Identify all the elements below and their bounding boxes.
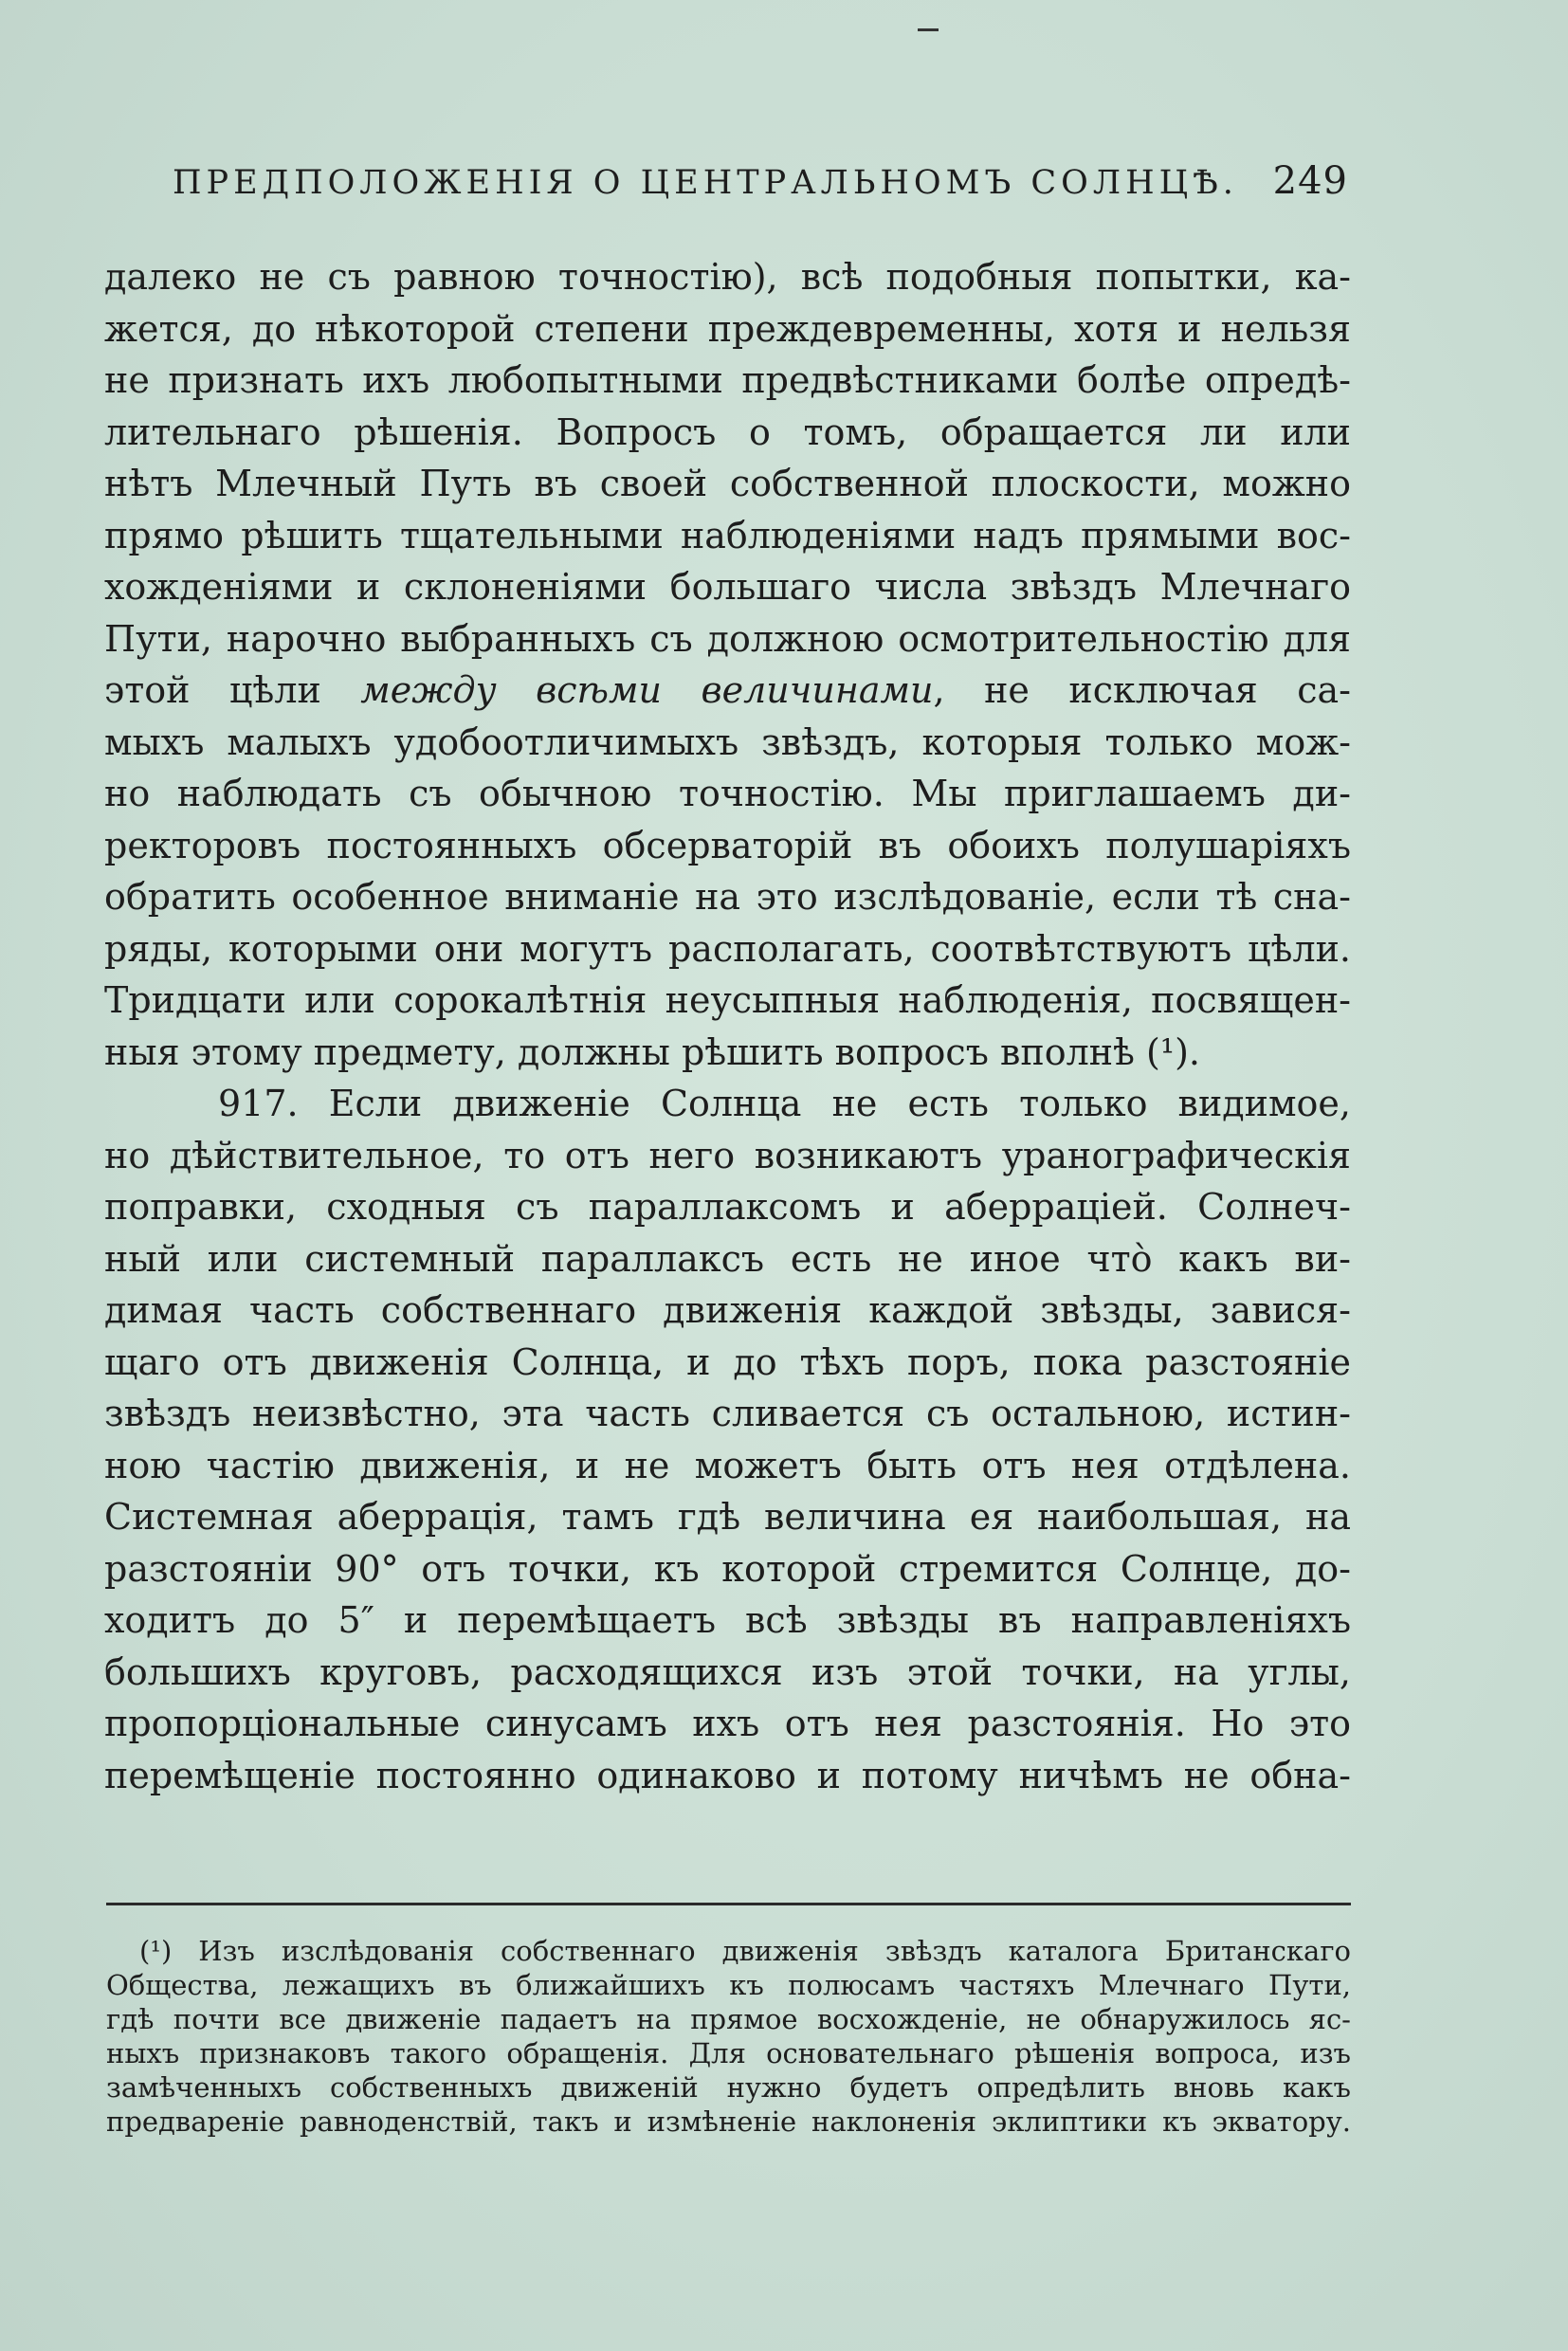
top-margin-mark — [918, 28, 939, 31]
body-line-paragraph-end: ныя этому предмету, должны рѣшить вопросъ вполнѣ (¹). — [104, 1030, 1200, 1073]
body-line: щаго отъ движенія Солнца, и до тѣхъ поръ, пока разстояніе — [104, 1340, 1351, 1383]
footnote-divider — [106, 1903, 1351, 1905]
section-917-start: 917. Если движеніе Солнца не есть только видимое, — [218, 1083, 1351, 1124]
body-line: мыхъ малыхъ удобоотличимыхъ звѣздъ, которыя только мож- — [104, 720, 1351, 763]
body-line: Тридцати или сорокалѣтнія неусыпныя наблюденія, посвящен- — [104, 979, 1351, 1021]
body-line: ный или системный параллаксъ есть не иное что̀ какъ ви- — [104, 1237, 1351, 1280]
footnote-line: (¹) Изъ изслѣдованія собственнаго движенія звѣздъ каталога Британскаго — [139, 1935, 1351, 1967]
body-line: но наблюдать съ обычною точностію. Мы приглашаемъ ди- — [104, 773, 1351, 814]
footnote-line: ныхъ признаковъ такого обращенія. Для основательнаго рѣшенія вопроса, изъ — [106, 2037, 1351, 2069]
italic-emphasis: между всѣми величинами — [360, 669, 934, 711]
footnote-line: Общества, лежащихъ въ ближайшихъ къ полюсамъ частяхъ Млечнаго Пути, — [106, 1969, 1351, 2001]
body-line: ною частію движенія, и не можетъ быть отъ нея отдѣлена. — [104, 1444, 1351, 1486]
body-line: не признать ихъ любопытными предвѣстниками болѣе опредѣ- — [104, 359, 1351, 401]
body-line: Пути, нарочно выбранныхъ съ должною осмотрительностію для — [104, 617, 1351, 660]
running-title: ПРЕДПОЛОЖЕНІЯ О ЦЕНТРАЛЬНОМЪ СОЛНЦѢ. — [173, 164, 1238, 202]
footnote-line: гдѣ почти все движеніе падаетъ на прямое восхожденіе, не обнаружилось яс- — [106, 2003, 1351, 2035]
body-line: ректоровъ постоянныхъ обсерваторій въ обоихъ полушаріяхъ — [104, 824, 1351, 866]
body-line: большихъ круговъ, расходящихся изъ этой точки, на углы, — [104, 1650, 1351, 1693]
body-line: димая часть собственнаго движенія каждой звѣзды, завися- — [104, 1289, 1351, 1331]
body-line: хожденіями и склоненіями большаго числа звѣздъ Млечнаго — [104, 566, 1351, 608]
body-text — [104, 251, 1351, 1801]
footnotes — [106, 1934, 1351, 2139]
running-header — [173, 159, 1348, 203]
body-line: пропорціональные синусамъ ихъ отъ нея разстоянія. Но это — [104, 1703, 1351, 1744]
body-line: ходитъ до 5″ и перемѣщаетъ всѣ звѣзды въ направленіяхъ — [104, 1599, 1351, 1641]
body-line: но дѣйствительное, то отъ него возникаютъ уранографическія — [104, 1134, 1351, 1176]
body-line: жется, до нѣкоторой степени преждевременны, хотя и нельзя — [104, 307, 1351, 350]
body-line: далеко не съ равною точностію), всѣ подобныя попытки, ка- — [104, 256, 1351, 298]
body-line: нѣтъ Млечный Путь въ своей собственной плоскости, можно — [104, 463, 1351, 504]
body-line: поправки, сходныя съ параллаксомъ и аберраціей. Солнеч- — [104, 1186, 1351, 1228]
body-line: звѣздъ неизвѣстно, эта часть сливается съ остальною, истин- — [104, 1393, 1351, 1434]
body-line-italic-phrase: этой цѣли между всѣми величинами, не исключая са- — [104, 669, 1351, 711]
body-line: прямо рѣшить тщательными наблюденіями надъ прямыми вос- — [104, 514, 1351, 556]
body-line: обратить особенное вниманіе на это изслѣдованіе, если тѣ сна- — [104, 876, 1351, 918]
body-line: ряды, которыми они могутъ располагать, соотвѣтствуютъ цѣли. — [104, 927, 1351, 970]
footnote-line: предвареніе равноденствій, такъ и измѣненіе наклоненія эклиптики къ экватору. — [106, 2105, 1351, 2138]
footnote-line: замѣченныхъ собственныхъ движеній нужно будетъ опредѣлить вновь какъ — [106, 2071, 1351, 2104]
body-line: Системная аберрація, тамъ гдѣ величина ея наибольшая, на — [104, 1496, 1351, 1538]
body-line: перемѣщеніе постоянно одинаково и потому ничѣмъ не обна- — [104, 1754, 1351, 1796]
body-line: лительнаго рѣшенія. Вопросъ о томъ, обращается ли или — [104, 410, 1351, 453]
body-line: разстояніи 90° отъ точки, къ которой стремится Солнце, до- — [104, 1547, 1351, 1590]
page-number: 249 — [1272, 159, 1348, 203]
